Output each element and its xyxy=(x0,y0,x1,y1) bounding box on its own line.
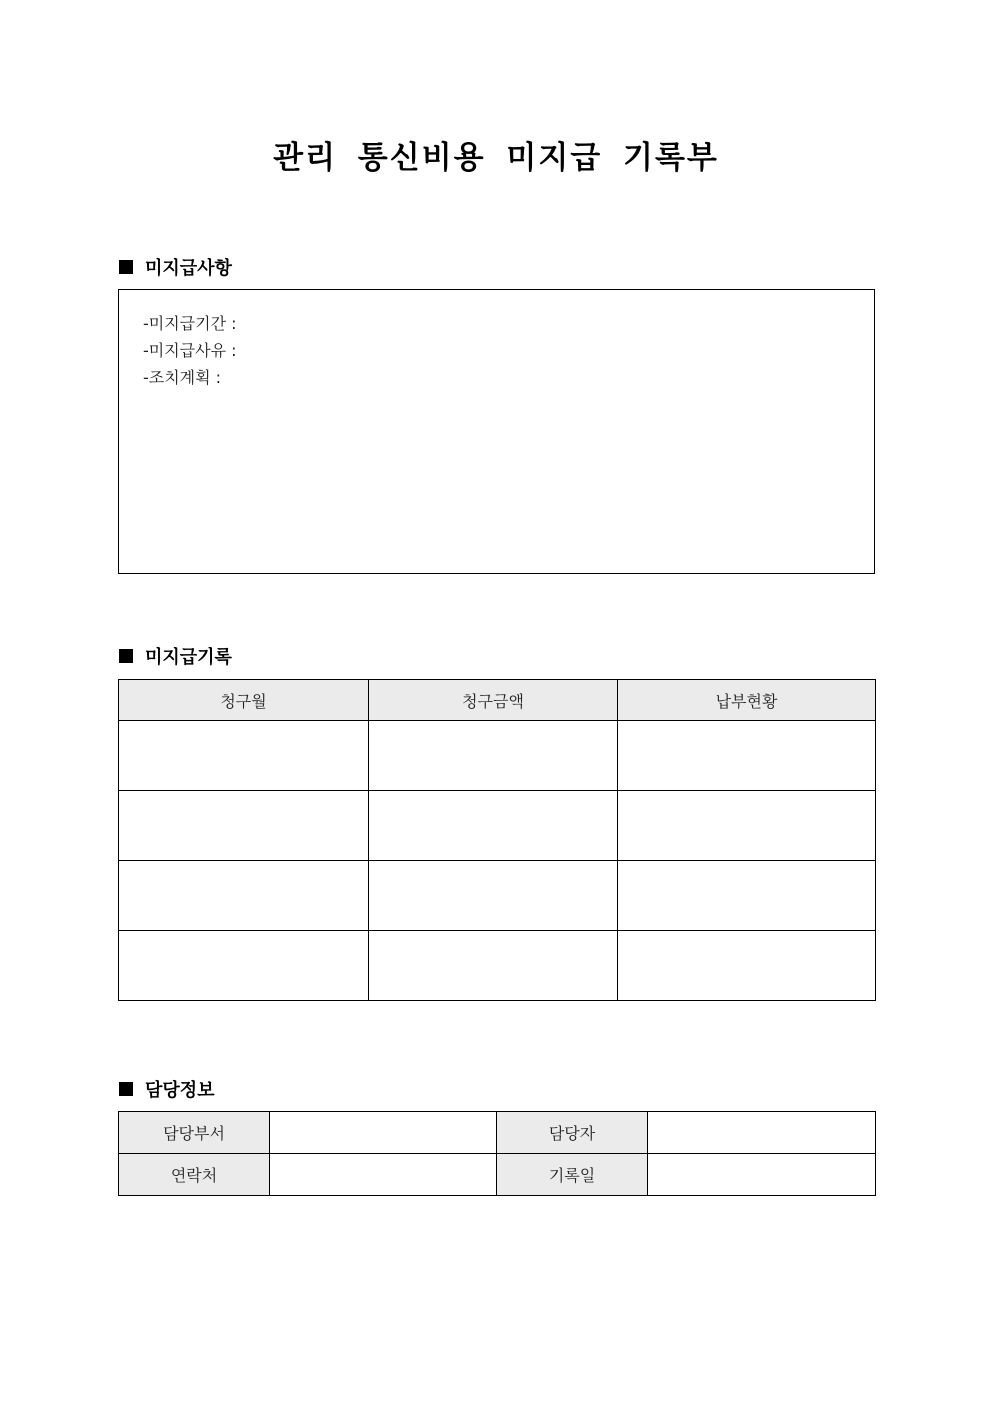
table-row xyxy=(119,791,876,861)
table-header-row xyxy=(119,680,876,721)
section-heading-label: 미지급사항 xyxy=(145,258,232,279)
section-heading-records xyxy=(119,643,232,669)
label-contact: 연락처 xyxy=(119,1154,270,1196)
details-box xyxy=(118,289,875,574)
column-header-billing-month: 청구월 xyxy=(119,680,369,721)
cell-payment-status[interactable] xyxy=(618,861,876,931)
value-contact[interactable] xyxy=(270,1154,497,1196)
label-department: 담당부서 xyxy=(119,1112,270,1154)
cell-billing-month[interactable] xyxy=(119,791,369,861)
detail-line-period: -미지급기간 : xyxy=(143,314,237,333)
cell-billing-amount[interactable] xyxy=(369,861,618,931)
table-row xyxy=(119,721,876,791)
detail-line-plan: -조치계획 : xyxy=(143,368,222,387)
value-record-date[interactable] xyxy=(648,1154,876,1196)
cell-payment-status[interactable] xyxy=(618,721,876,791)
cell-billing-month[interactable] xyxy=(119,861,369,931)
section-heading-label: 담당정보 xyxy=(145,1080,215,1101)
section-heading-label: 미지급기록 xyxy=(145,647,232,668)
cell-payment-status[interactable] xyxy=(618,791,876,861)
document-title: 관리 통신비용 미지급 기록부 xyxy=(273,140,719,176)
detail-line-reason: -미지급사유 : xyxy=(143,341,237,360)
square-bullet-icon xyxy=(119,260,133,274)
value-manager[interactable] xyxy=(648,1112,876,1154)
column-header-billing-amount: 청구금액 xyxy=(369,680,618,721)
section-heading-details xyxy=(119,254,232,280)
cell-billing-amount[interactable] xyxy=(369,791,618,861)
label-manager: 담당자 xyxy=(497,1112,648,1154)
section-heading-contact xyxy=(119,1076,215,1102)
table-row xyxy=(119,931,876,1001)
cell-billing-month[interactable] xyxy=(119,931,369,1001)
records-table xyxy=(118,679,876,1001)
cell-payment-status[interactable] xyxy=(618,931,876,1001)
label-record-date: 기록일 xyxy=(497,1154,648,1196)
square-bullet-icon xyxy=(119,1082,133,1096)
table-row xyxy=(119,1112,876,1154)
cell-billing-month[interactable] xyxy=(119,721,369,791)
value-department[interactable] xyxy=(270,1112,497,1154)
column-header-payment-status: 납부현황 xyxy=(618,680,876,721)
table-row xyxy=(119,1154,876,1196)
contact-table xyxy=(118,1111,876,1196)
table-row xyxy=(119,861,876,931)
cell-billing-amount[interactable] xyxy=(369,721,618,791)
square-bullet-icon xyxy=(119,649,133,663)
cell-billing-amount[interactable] xyxy=(369,931,618,1001)
